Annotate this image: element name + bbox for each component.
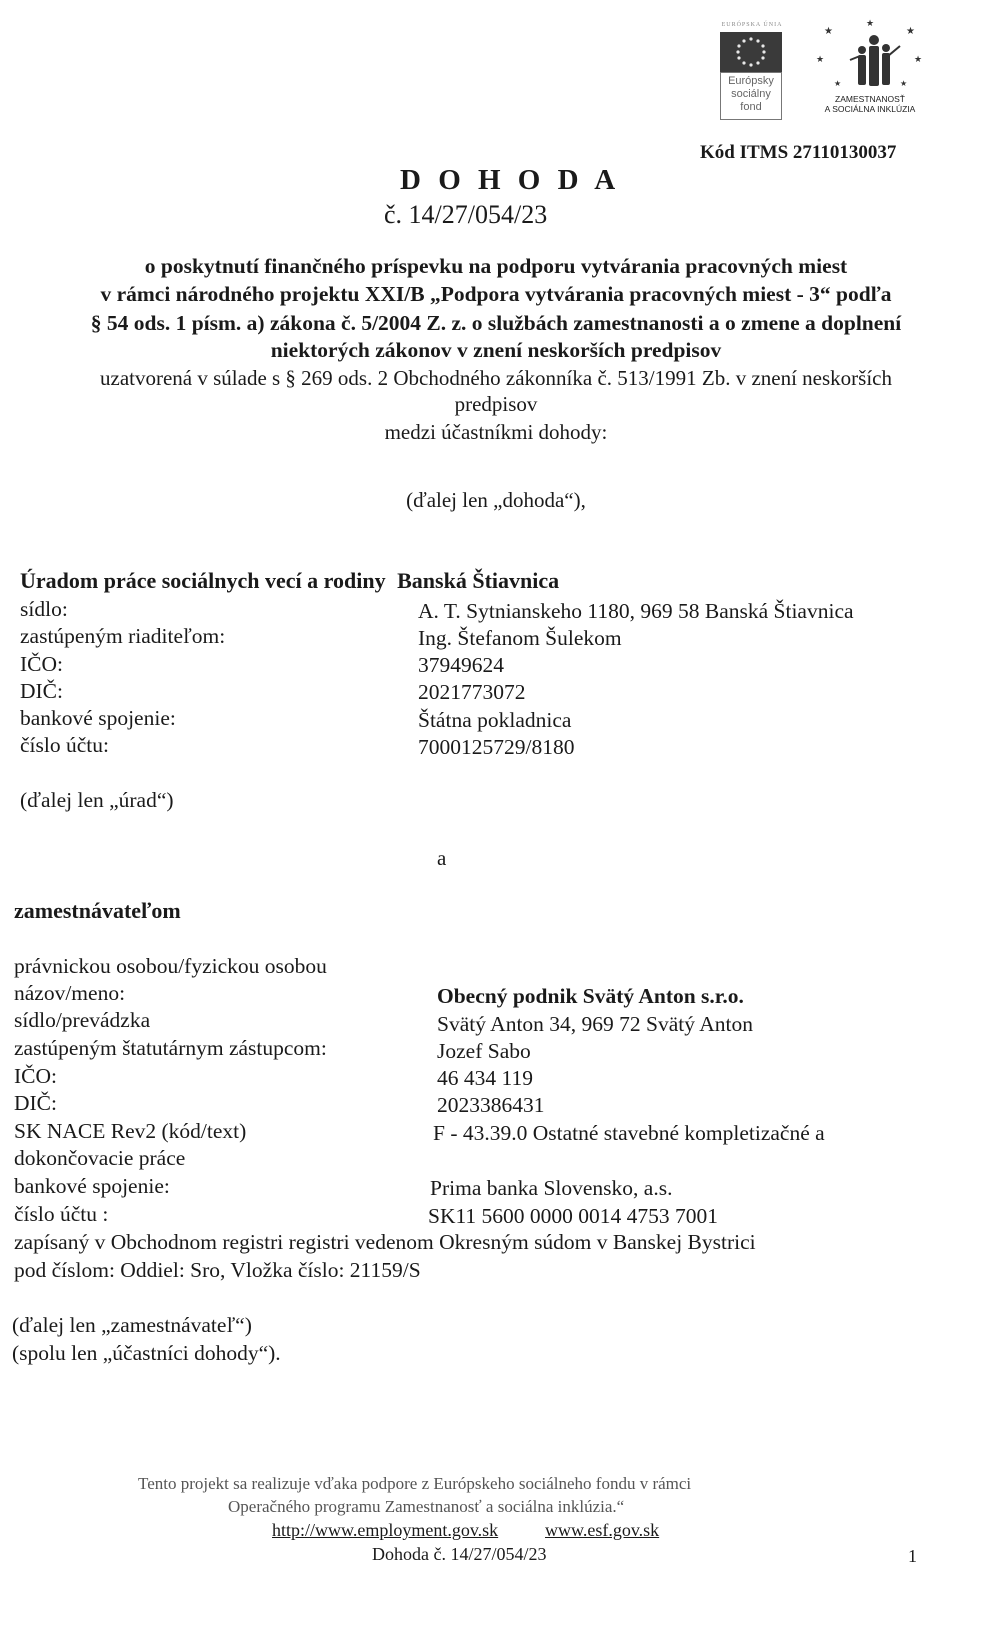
office-alias: (ďalej len „úrad“): [20, 788, 174, 812]
subject-line: v rámci národného projektu XXI/B „Podpora vytvárania pracovných miest - 3“ podľa: [100, 282, 892, 306]
office-label-riaditel: zastúpeným riaditeľom:: [20, 624, 226, 648]
employer-alias: (ďalej len „zamestnávateľ“): [12, 1313, 252, 1337]
eu-esf-logo: [716, 22, 788, 120]
subject-line: o poskytnutí finančného príspevku na podporu vytvárania pracovných miest: [144, 254, 848, 278]
svg-text:★: ★: [914, 55, 923, 65]
page-number: 1: [908, 1546, 917, 1566]
svg-text:★: ★: [816, 55, 825, 65]
footer-line: Tento projekt sa realizuje vďaka podpore z Európskeho sociálneho fondu v rámci: [138, 1474, 692, 1493]
employer-label-sidlo: sídlo/prevádzka: [14, 1008, 151, 1032]
caption-line: ZAMESTNANOSŤ: [835, 94, 905, 104]
office-label-sidlo: sídlo:: [20, 597, 68, 621]
esf-label-line: Európsky: [728, 75, 774, 87]
employer-registry-line: pod číslom: Oddiel: Sro, Vložka číslo: 21159/S: [14, 1258, 421, 1282]
office-label-account: číslo účtu:: [20, 733, 109, 757]
itms-code: Kód ITMS 27110130037: [700, 142, 897, 163]
office-value-riaditel: Ing. Štefanom Šulekom: [418, 626, 622, 650]
office-heading: [20, 568, 559, 594]
svg-text:★: ★: [906, 26, 915, 37]
office-value-bank: Štátna pokladnica: [418, 708, 572, 732]
employer-value-name: Obecný podnik Svätý Anton s.r.o.: [437, 984, 744, 1008]
office-value-ico: 37949624: [418, 653, 504, 677]
office-value-sidlo: A. T. Sytnianskeho 1180, 969 58 Banská Štiavnica: [418, 599, 854, 623]
employer-label-dic: DIČ:: [14, 1091, 57, 1115]
subject-line: § 54 ods. 1 písm. a) zákona č. 5/2004 Z. z. o službách zamestnanosti a o zmene a doplnení: [90, 311, 902, 335]
employer-value-bank: Prima banka Slovensko, a.s.: [430, 1176, 673, 1200]
zamestnanost-logo-caption: [814, 94, 926, 114]
people-stars-icon: [810, 16, 930, 94]
employer-value-dic: 2023386431: [437, 1093, 545, 1117]
subject-line: niektorých zákonov v znení neskorších predpisov: [270, 338, 722, 362]
employer-value-statutar: Jozef Sabo: [437, 1039, 531, 1063]
employer-label-ico: IČO:: [14, 1064, 57, 1088]
employer-value-ico: 46 434 119: [437, 1066, 533, 1090]
svg-text:★: ★: [834, 79, 842, 88]
regulation-line: medzi účastníkmi dohody:: [384, 420, 608, 444]
employer-type: právnickou osobou/fyzickou osobou: [14, 954, 327, 978]
employer-label-bank: bankové spojenie:: [14, 1174, 170, 1198]
footer-line: Operačného programu Zamestnanosť a sociálna inklúzia.“: [228, 1497, 625, 1516]
employer-nace-continuation: dokončovacie práce: [14, 1146, 186, 1170]
conjunction: a: [437, 846, 447, 870]
svg-text:★: ★: [824, 26, 833, 37]
office-value-account: 7000125729/8180: [418, 735, 575, 759]
svg-text:★: ★: [900, 79, 908, 88]
eu-flag-icon: [720, 32, 782, 72]
parties-alias: (spolu len „účastníci dohody“).: [12, 1341, 281, 1365]
employment-link[interactable]: http://www.employment.gov.sk: [272, 1520, 499, 1540]
document-number: č. 14/27/054/23: [384, 200, 548, 229]
regulation-line: predpisov: [454, 392, 538, 416]
employer-value-nace: F - 43.39.0 Ostatné stavebné kompletizačné a: [433, 1121, 825, 1145]
office-label-ico: IČO:: [20, 652, 63, 676]
employer-label-statutar: zastúpeným štatutárnym zástupcom:: [14, 1036, 327, 1060]
office-heading-text: Úradom práce sociálnych vecí a rodiny: [20, 568, 386, 593]
employer-value-account: SK11 5600 0000 0014 4753 7001: [428, 1204, 719, 1228]
office-value-dic: 2021773072: [418, 680, 526, 704]
footer-doc-ref: Dohoda č. 14/27/054/23: [372, 1544, 547, 1564]
office-heading-name: Banská Štiavnica: [397, 568, 560, 593]
employer-value-sidlo: Svätý Anton 34, 969 72 Svätý Anton: [437, 1012, 753, 1036]
document-title: D O H O D A: [400, 164, 621, 196]
office-label-bank: bankové spojenie:: [20, 706, 176, 730]
regulation-line: uzatvorená v súlade s § 269 ods. 2 Obchodného zákonníka č. 513/1991 Zb. v znení neskorších: [100, 366, 892, 390]
eu-logo-caption: EURÓPSKA ÚNIA: [721, 22, 783, 28]
employer-label-account: číslo účtu :: [14, 1202, 109, 1226]
office-label-dic: DIČ:: [20, 679, 63, 703]
esf-label-box: [720, 72, 782, 120]
dohoda-alias: (ďalej len „dohoda“),: [406, 488, 586, 512]
zamestnanost-logo: [810, 16, 930, 126]
employer-heading: zamestnávateľom: [14, 898, 181, 923]
employer-label-name: názov/meno:: [14, 981, 126, 1005]
esf-label-line: fond: [740, 101, 762, 113]
esf-label-line: sociálny: [731, 88, 771, 100]
esf-link[interactable]: www.esf.gov.sk: [545, 1520, 660, 1540]
employer-label-nace: SK NACE Rev2 (kód/text): [14, 1119, 247, 1143]
caption-line: A SOCIÁLNA INKLÚZIA: [824, 104, 916, 114]
employer-registry-line: zapísaný v Obchodnom registri registri vedenom Okresným súdom v Banskej Bystrici: [14, 1230, 756, 1254]
svg-text:★: ★: [866, 19, 875, 29]
